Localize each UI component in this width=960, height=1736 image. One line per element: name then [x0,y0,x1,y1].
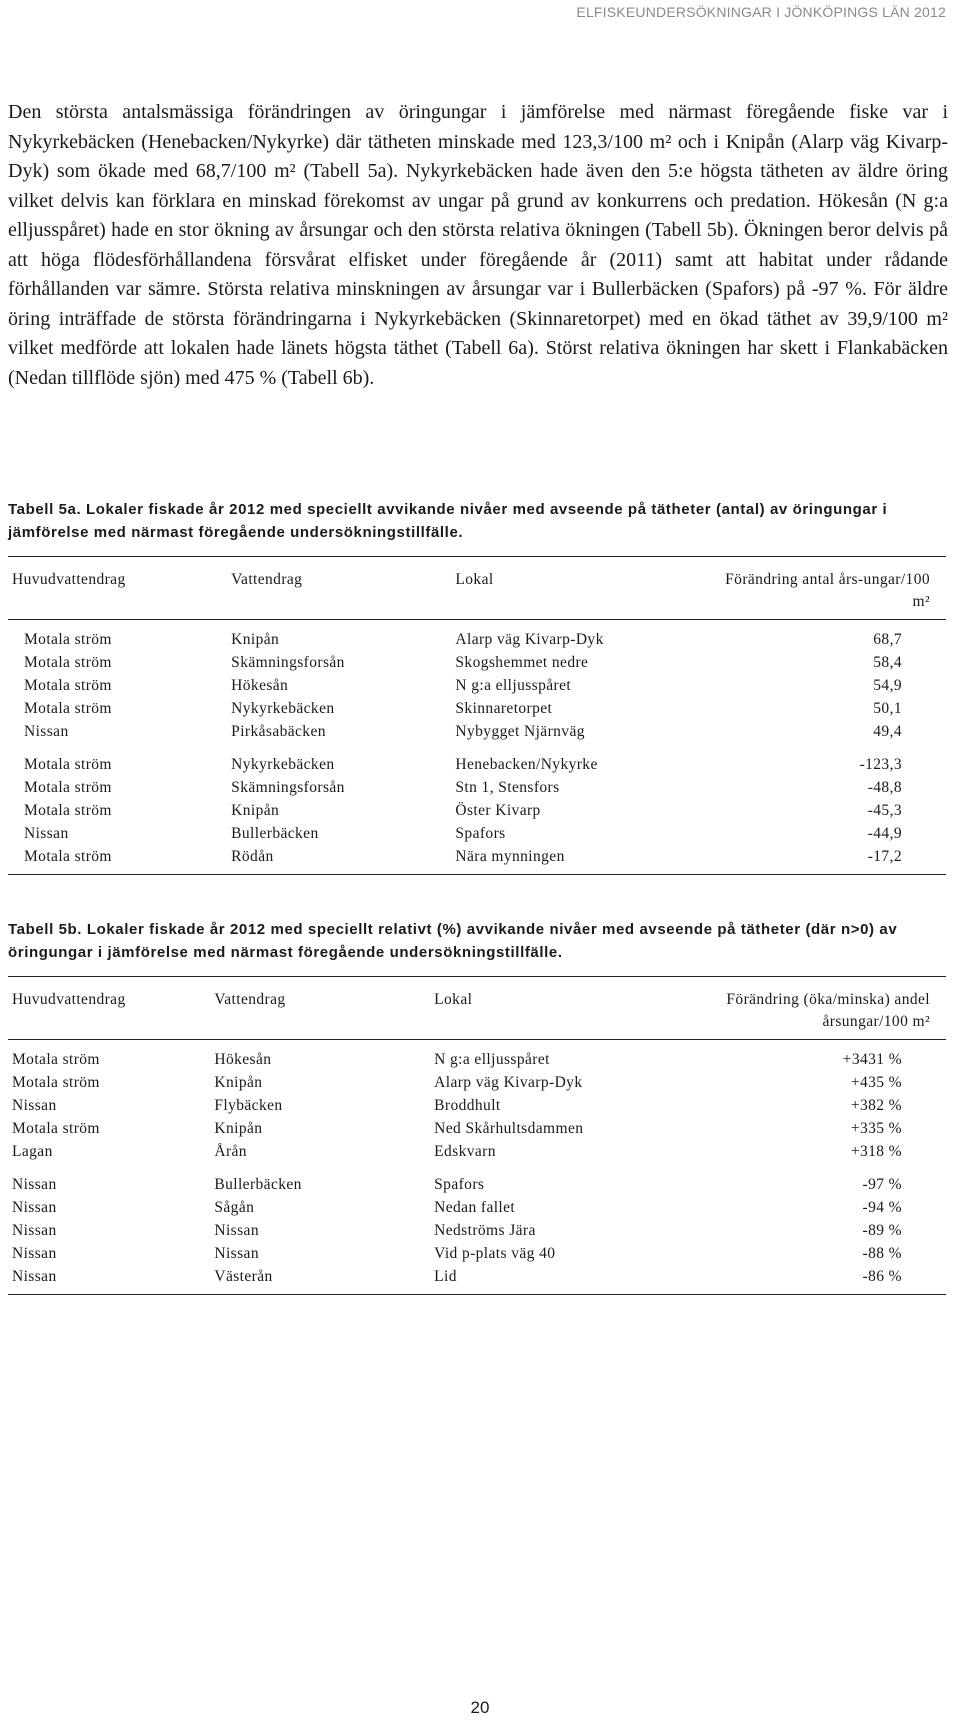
column-header: Lokal [455,557,718,620]
cell: -97 % [862,1176,902,1193]
cell: Alarp väg Kivarp-Dyk [434,1074,583,1091]
cell: N g:a elljusspåret [455,677,572,694]
table-row [8,697,946,720]
cell: Motala ström [24,700,112,717]
cell: Skogshemmet nedre [455,654,589,671]
cell: Nissan [12,1097,57,1114]
table-5b-body [8,1040,946,1295]
cell: Hökesån [231,677,289,694]
cell: -48,8 [867,779,902,796]
cell: Motala ström [8,845,231,875]
cell: Skämningsforsån [231,654,345,671]
table-row [8,1094,946,1117]
cell: Årån [214,1143,247,1160]
cell: Edskvarn [434,1143,496,1160]
cell: Nedan fallet [434,1199,516,1216]
column-header: Förändring antal års-ungar/100 m² [719,557,946,620]
cell: Motala ström [24,756,112,773]
cell: Broddhult [434,1097,501,1114]
table-row [8,1242,946,1265]
cell: 50,1 [873,700,902,717]
cell: Nykyrkebäcken [231,700,335,717]
cell: Knipån [214,1120,263,1137]
cell: Bullerbäcken [231,825,319,842]
table-row [8,845,946,875]
cell: Hökesån [214,1051,272,1068]
table-5b [8,976,946,1295]
table-5a-body [8,620,946,875]
cell: -45,3 [867,802,902,819]
table-row [8,799,946,822]
cell: N g:a elljusspåret [434,1051,550,1068]
cell: +318 % [850,1143,902,1160]
column-header: Lokal [434,977,692,1040]
cell: Pirkåsabäcken [231,723,326,740]
cell: +335 % [850,1120,902,1137]
cell: Lagan [12,1143,53,1160]
cell: Knipån [231,802,280,819]
table-row [8,1219,946,1242]
cell: Skinnaretorpet [455,700,553,717]
cell: Nära mynningen [455,845,718,875]
cell: Stn 1, Stensfors [455,779,560,796]
cell: Alarp väg Kivarp-Dyk [455,631,604,648]
running-header: ELFISKEUNDERSÖKNINGAR I JÖNKÖPINGS LÄN 2012 [576,4,946,20]
cell: Nissan [12,1222,57,1239]
cell: -89 % [862,1222,902,1239]
cell: 58,4 [873,654,902,671]
cell: Henebacken/Nykyrke [455,756,598,773]
column-header: Vattendrag [231,557,455,620]
paragraph-text: Den största antalsmässiga förändringen av öringungar i jämförelse med närmast föregående fiske var i Nykyrkebäcken (Henebacken/Nykyrke) där tätheten minskade med 123,3/100 m² och i Knipån (Alarp väg Kivarp-Dyk) som ökade med 68,7/100 m² (Tabell 5a). Nykyrkebäcken hade även den 5:e högsta tätheten av äldre öring vilket delvis kan förklara en minskad förekomst av ungar på grund av konkurrens och predation. Hökesån (N g:a elljusspåret) hade en stor ökning av årsungar och den största relativa ökningen (Tabell 5b). Ökningen beror delvis på att höga flödesförhållandena försvårat elfisket under föregående år (2011) samt att habitat under rådande förhållanden var sämre. Största relativa minskningen av årsungar var i Bullerbäcken (Spafors) på -97 %. För äldre öring inträffade de största förändringarna i Nykyrkebäcken (Skinnaretorpet) med en ökad täthet av 39,9/100 m² vilket medförde att lokalen hade länets högsta täthet (Tabell 6a). Störst relativa ökningen har skett i Flankabäcken (Nedan tillflöde sjön) med 475 % (Tabell 6b). [8,101,948,389]
cell: Nissan [214,1222,259,1239]
cell: Nissan [8,1265,214,1295]
cell: +382 % [850,1097,902,1114]
cell: Spafors [434,1176,485,1193]
table-5b-caption: Tabell 5b. Lokaler fiskade år 2012 med speciellt relativt (%) avvikande nivåer med avseende på tätheter (där n>0) av öringungar i jämförelse med närmast föregående undersökningstillfälle. [8,921,898,961]
cell: Knipån [231,631,280,648]
cell: Ned Skårhultsdammen [434,1120,584,1137]
cell: -88 % [862,1245,902,1262]
cell: +3431 % [842,1051,902,1068]
table-row [8,620,946,652]
cell: Motala ström [24,677,112,694]
column-header: Huvudvattendrag [8,557,231,620]
table-row [8,720,946,743]
table-row [8,1163,946,1196]
cell: Skämningsforsån [231,779,345,796]
table-row [8,1265,946,1295]
cell: Vid p-plats väg 40 [434,1245,556,1262]
column-header: Förändring (öka/minska) andel årsungar/100 m² [692,977,946,1040]
cell: +435 % [850,1074,902,1091]
table-row [8,674,946,697]
table-row [8,1040,946,1072]
table-5a [8,556,946,875]
table-row [8,776,946,799]
cell: -17,2 [719,845,946,875]
page-number: 20 [470,1698,490,1717]
cell: Sågån [214,1199,255,1216]
cell: Motala ström [24,654,112,671]
table-5a-caption: Tabell 5a. Lokaler fiskade år 2012 med speciellt avvikande nivåer med avseende på tätheter (antal) av öringungar i jämförelse med närmast föregående undersökningstillfälle. [8,501,888,541]
cell: Nissan [12,1199,57,1216]
cell: Rödån [231,845,455,875]
cell: Motala ström [24,631,112,648]
table-row [8,743,946,776]
cell: -123,3 [859,756,902,773]
cell: Motala ström [12,1051,100,1068]
cell: 68,7 [873,631,902,648]
cell: -94 % [862,1199,902,1216]
cell: Nissan [24,825,69,842]
cell: Motala ström [12,1074,100,1091]
cell: Nybygget Njärnväg [455,723,585,740]
cell: Flybäcken [214,1097,283,1114]
table-row [8,822,946,845]
cell: Spafors [455,825,506,842]
table-row [8,1140,946,1163]
cell: Motala ström [24,802,112,819]
cell: Knipån [214,1074,263,1091]
cell: Nissan [12,1245,57,1262]
column-header: Huvudvattendrag [8,977,214,1040]
cell: Lid [434,1265,692,1295]
table-row [8,651,946,674]
cell: Nissan [214,1245,259,1262]
table-row [8,1071,946,1094]
cell: Motala ström [12,1120,100,1137]
cell: Nissan [24,723,69,740]
cell: 49,4 [873,723,902,740]
cell: Öster Kivarp [455,802,541,819]
body-paragraph [8,98,948,393]
cell: Bullerbäcken [214,1176,302,1193]
cell: Nissan [12,1176,57,1193]
cell: -44,9 [867,825,902,842]
table-row [8,1117,946,1140]
cell: Nedströms Jära [434,1222,536,1239]
cell: 54,9 [873,677,902,694]
table-row [8,1196,946,1219]
cell: Nykyrkebäcken [231,756,335,773]
cell: Västerån [214,1265,434,1295]
cell: Motala ström [24,779,112,796]
cell: -86 % [692,1265,946,1295]
column-header: Vattendrag [214,977,434,1040]
